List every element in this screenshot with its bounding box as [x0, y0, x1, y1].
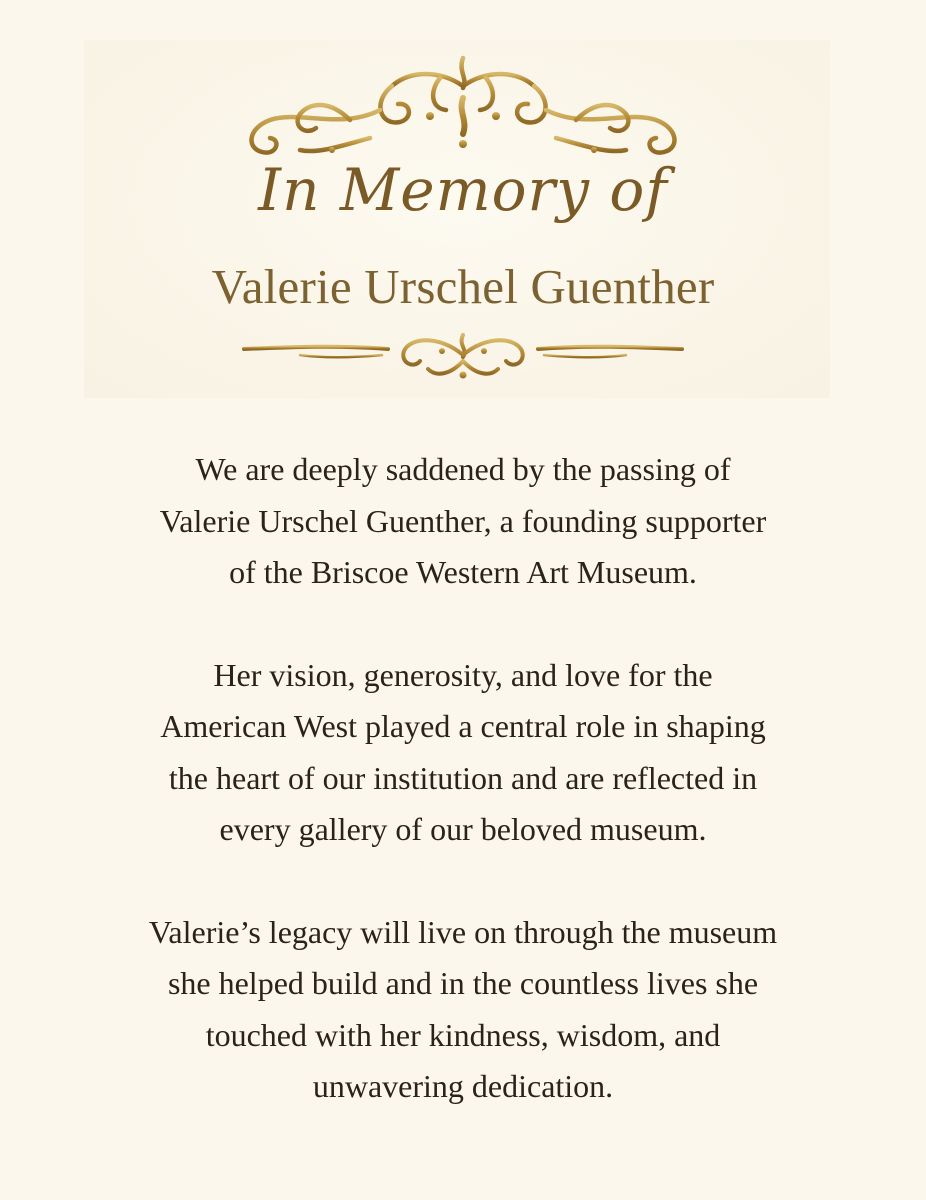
in-memory-of-heading: In Memory of — [258, 156, 668, 224]
bottom-flourish-ornament-icon — [0, 325, 926, 385]
paragraph-3 — [40, 907, 886, 1113]
paragraph-line: touched with her kindness, wisdom, and — [205, 1016, 721, 1053]
honoree-name: Valerie Urschel Guenther — [211, 259, 715, 314]
paragraph-line: of the Briscoe Western Art Museum. — [229, 554, 697, 590]
paragraph-line: Valerie’s legacy will live on through the museum — [148, 913, 778, 950]
top-flourish-ornament-icon — [0, 50, 926, 160]
paragraph-1 — [40, 444, 886, 599]
memorial-body — [40, 444, 886, 1164]
paragraph-line: Her vision, generosity, and love for the — [213, 656, 713, 693]
paragraph-line: American West played a central role in shaping — [160, 708, 766, 744]
paragraph-line: unwavering dedication. — [312, 1068, 614, 1104]
paragraph-line: We are deeply saddened by the passing of — [195, 451, 731, 487]
paragraph-line: she helped build and in the countless lives she — [167, 965, 759, 1001]
paragraph-line: every gallery of our beloved museum. — [219, 811, 707, 847]
paragraph-2 — [40, 650, 886, 856]
paragraph-line: the heart of our institution and are reflected in — [168, 759, 758, 796]
paragraph-line: Valerie Urschel Guenther, a founding supporter — [159, 502, 767, 539]
